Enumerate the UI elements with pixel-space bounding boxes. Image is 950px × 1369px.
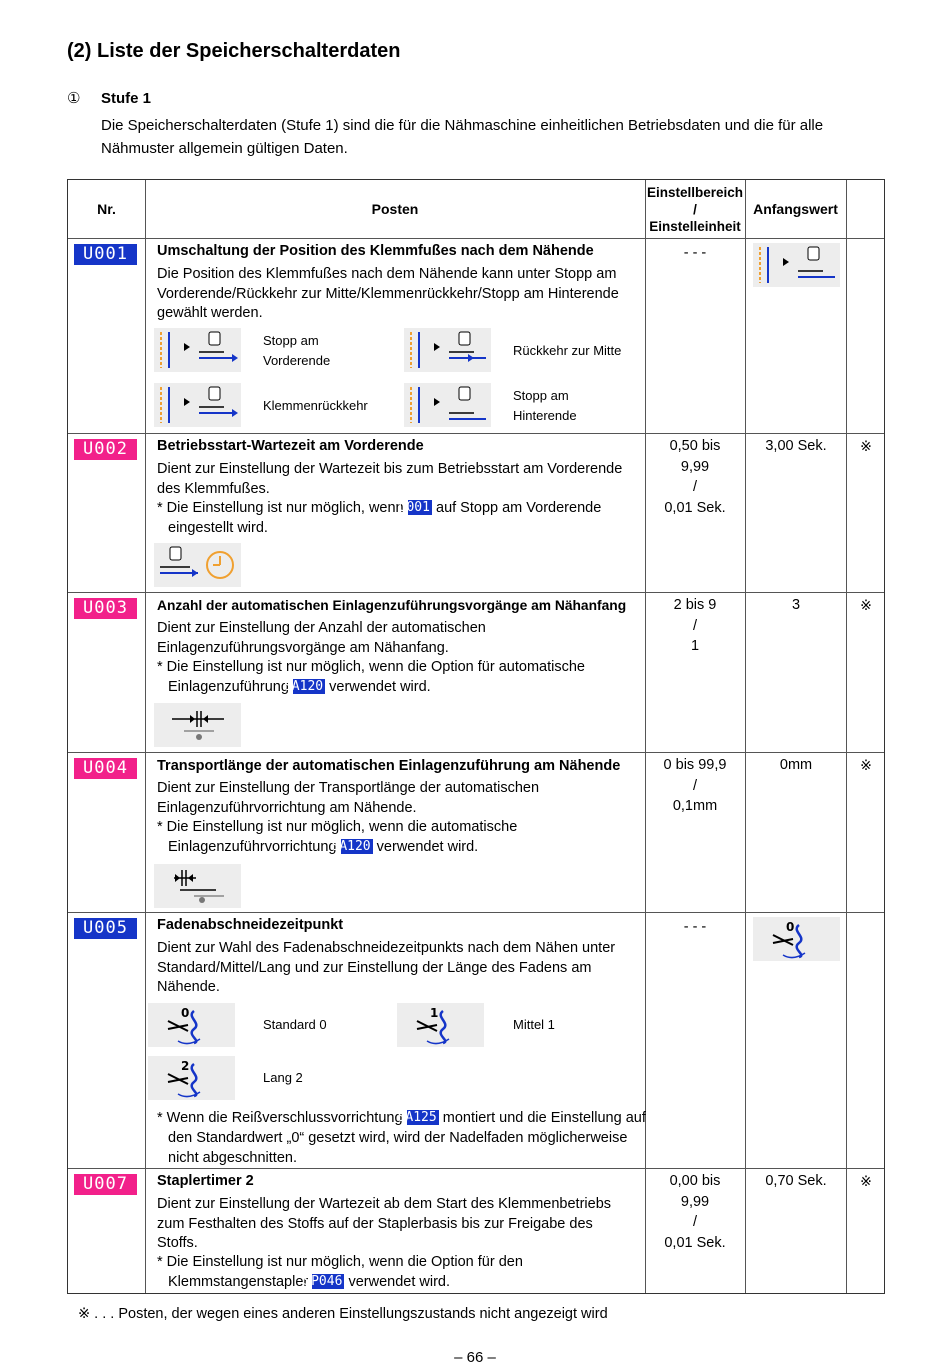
item-desc-u002: Dient zur Einstellung der Wartezeit bis zum Betriebsstart am Vorderende des Klemmfußes.	[157, 461, 623, 497]
svg-text:0: 0	[181, 1006, 190, 1020]
option-label-clamp-return: Klemmenrückkehr	[263, 398, 368, 413]
hidden-mark-u003: ※	[860, 597, 872, 613]
thread-trim-standard-icon	[148, 1003, 235, 1047]
page-title: (2) Liste der Speicherschalterdaten	[67, 40, 401, 62]
footnote: ※ . . . Posten, der wegen eines anderen Einstellungszustands nicht angezeigt wird	[78, 1306, 608, 1322]
memory-switch-table	[67, 179, 885, 1294]
item-note-u007: * Die Einstellung ist nur möglich, wenn die Option für den Klemmstangenstapler SP046 verwendet wird.	[157, 1254, 523, 1290]
item-title-u001: Umschaltung der Position des Klemmfußes nach dem Nähende	[157, 243, 594, 259]
section-number: ①	[67, 90, 81, 107]
code-badge-u002: U002	[74, 439, 137, 460]
insert-feed-count-icon	[154, 703, 241, 747]
clamp-front-stop-icon	[753, 243, 840, 287]
header-initial: Anfangswert	[753, 201, 838, 217]
svg-text:0: 0	[786, 920, 795, 934]
code-badge-u001: U001	[74, 244, 137, 265]
item-desc-u007: Dient zur Einstellung der Wartezeit ab dem Start des Klemmenbetriebs zum Festhalten des Stoffs auf der Staplerbasis bis zur Freigabe des Stoffs.	[157, 1196, 612, 1251]
wait-timer-icon	[154, 543, 241, 587]
insert-feed-length-icon	[154, 864, 241, 908]
code-badge-u005: U005	[74, 918, 137, 939]
initial-u003: 3	[791, 597, 801, 613]
initial-u004: 0mm	[779, 757, 813, 773]
section-title: Stufe 1	[101, 90, 152, 107]
item-note-u005: * Wenn die Reißverschlussvorrichtung SA125 montiert und die Einstellung auf den Standardwert „0“ gesetzt wird, wird der Nadelfaden möglicherweise nicht abgeschnitten.	[157, 1110, 646, 1166]
initial-u007: 0,70 Sek.	[765, 1173, 827, 1189]
svg-text:1: 1	[430, 1006, 439, 1020]
range-u007: 0,00 bis 9,99 / 0,01 Sek.	[664, 1173, 726, 1251]
header-range: Einstellbereich / Einstelleinheit	[646, 185, 744, 234]
item-title-u007: Staplertimer 2	[157, 1173, 254, 1189]
initial-u002: 3,00 Sek.	[765, 438, 827, 454]
code-badge-u007: U007	[74, 1174, 137, 1195]
code-badge-u004: U004	[74, 758, 137, 779]
hidden-mark-u002: ※	[860, 438, 872, 454]
option-label-standard: Standard 0	[263, 1017, 327, 1032]
thread-trim-middle-icon	[397, 1003, 484, 1047]
clamp-return-middle-icon	[404, 328, 491, 372]
option-label-rear-stop: Stopp am Hinterende	[513, 388, 577, 423]
item-desc-u003: Dient zur Einstellung der Anzahl der automatischen Einlagenzuführungsvorgänge am Nähanfang.	[157, 620, 486, 656]
item-desc-u005: Dient zur Wahl des Fadenabschneidezeitpunkts nach dem Nähen unter Standard/Mittel/Lang und zur Einstellung der Länge des Fadens am Nähende.	[157, 940, 616, 995]
range-u005: - - -	[683, 919, 707, 935]
hidden-mark-u004: ※	[860, 757, 872, 773]
svg-text:2: 2	[181, 1059, 190, 1073]
option-label-middle: Mittel 1	[513, 1017, 555, 1032]
option-label-front-stop: Stopp am Vorderende	[263, 333, 331, 368]
thread-trim-long-icon	[148, 1056, 235, 1100]
item-note-u003: * Die Einstellung ist nur möglich, wenn die Option für automatische Einlagenzuführung SA120 verwendet wird.	[157, 659, 585, 695]
code-badge-u003: U003	[74, 598, 137, 619]
section-description: Die Speicherschalterdaten (Stufe 1) sind die für die Nähmaschine einheitlichen Betriebsdaten und die für alle Nähmuster allgemein gültigen Daten.	[101, 117, 824, 157]
clamp-front-stop-icon	[154, 328, 241, 372]
header-posten: Posten	[371, 201, 419, 217]
header-nr: Nr.	[97, 201, 116, 217]
page-number: – 66 –	[454, 1349, 496, 1366]
item-title-u005: Fadenabschneidezeitpunkt	[157, 917, 344, 933]
range-u001: - - -	[683, 245, 707, 261]
clamp-return-icon	[154, 383, 241, 427]
range-u003: 2 bis 9 / 1	[673, 597, 717, 654]
thread-trim-timing-icon	[753, 917, 840, 961]
option-label-return-middle: Rückkehr zur Mitte	[513, 343, 622, 358]
item-desc-u001: Die Position des Klemmfußes nach dem Nähende kann unter Stopp am Vorderende/Rückkehr zur Mitte/Klemmenrückkehr/Stopp am Hinterende gewählt werden.	[157, 266, 619, 321]
clamp-rear-stop-icon	[404, 383, 491, 427]
item-note-u002: * Die Einstellung ist nur möglich, wenn U001 auf Stopp am Vorderende eingestellt wird.	[157, 500, 602, 536]
hidden-mark-u007: ※	[860, 1173, 872, 1189]
item-desc-u004: Dient zur Einstellung der Transportlänge der automatischen Einlagenzuführvorrichtung am Nähende.	[157, 780, 540, 816]
option-label-long: Lang 2	[263, 1070, 303, 1085]
range-u002: 0,50 bis 9,99 / 0,01 Sek.	[664, 438, 726, 516]
item-title-u002: Betriebsstart-Wartezeit am Vorderende	[157, 438, 424, 454]
range-u004: 0 bis 99,9 / 0,1mm	[663, 757, 727, 814]
item-title-u003: Anzahl der automatischen Einlagenzuführungsvorgänge am Nähanfang	[157, 598, 627, 613]
item-note-u004: * Die Einstellung ist nur möglich, wenn die automatische Einlagenzuführvorrichtung SA120 verwendet wird.	[157, 819, 518, 855]
item-title-u004: Transportlänge der automatischen Einlagenzuführung am Nähende	[157, 758, 621, 774]
